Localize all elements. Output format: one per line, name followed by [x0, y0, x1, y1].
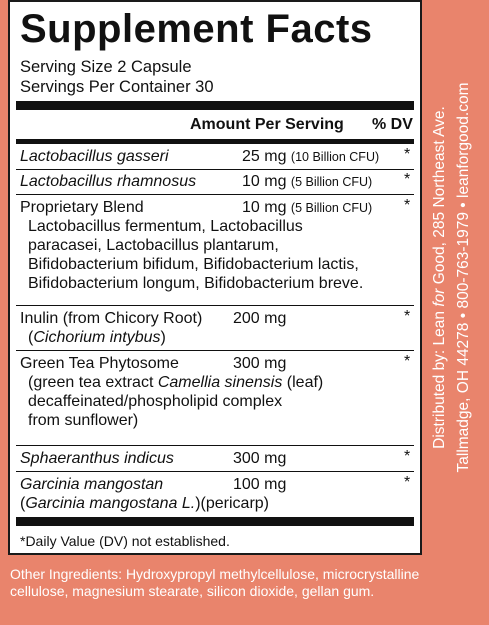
- row-blend-dv: *: [404, 197, 411, 214]
- greentea-detail-line: (green tea extract Camellia sinensis (leaf): [28, 374, 324, 391]
- serving-size: Serving Size 2 Capsule: [20, 58, 192, 76]
- row-inulin-dv: *: [404, 308, 411, 325]
- blend-strain-line: Bifidobacterium longum, Bifidobacterium breve.: [28, 275, 364, 292]
- header-dv: % DV: [372, 116, 413, 133]
- row-rhamnosus-dv: *: [404, 171, 411, 188]
- greentea-detail-line: decaffeinated/phospholipid complex: [28, 393, 283, 410]
- row-sphaeranthus-name: Sphaeranthus indicus: [20, 450, 174, 467]
- row-divider: [16, 350, 414, 351]
- distributor-line-2: Tallmadge, OH 44278 • 800-763-1979 • leanforgood.com: [455, 82, 472, 473]
- row-inulin-sub: (Cichorium intybus): [28, 329, 166, 346]
- row-rhamnosus-amount: 10 mg (5 Billion CFU): [242, 173, 373, 190]
- row-garcinia-dv: *: [404, 474, 411, 491]
- row-gasseri-amount: 25 mg (10 Billion CFU): [242, 148, 380, 165]
- row-divider: [16, 169, 414, 170]
- blend-strain-line: Lactobacillus fermentum, Lactobacillus: [28, 218, 303, 235]
- row-garcinia-name: Garcinia mangostan: [20, 476, 164, 493]
- row-gasseri-dv: *: [404, 146, 411, 163]
- row-blend-name: Proprietary Blend: [20, 199, 144, 216]
- distributor-info: [428, 0, 484, 555]
- blend-strain-line: Bifidobacterium bifidum, Bifidobacterium lactis,: [28, 256, 359, 273]
- header-amount: Amount Per Serving: [190, 116, 344, 133]
- row-divider: [16, 471, 414, 472]
- row-inulin-amount: 200 mg: [233, 310, 287, 327]
- panel-title: Supplement Facts: [20, 7, 373, 51]
- row-blend-amount: 10 mg (5 Billion CFU): [242, 199, 373, 216]
- blend-strain-line: paracasei, Lactobacillus plantarum,: [28, 237, 279, 254]
- greentea-detail-line: from sunflower): [28, 412, 139, 429]
- row-greentea-amount: 300 mg: [233, 355, 287, 372]
- row-rhamnosus-name: Lactobacillus rhamnosus: [20, 173, 197, 190]
- row-divider: [16, 305, 414, 306]
- row-garcinia-sub: (Garcinia mangostana L.)(pericarp): [20, 495, 269, 512]
- row-gasseri-name: Lactobacillus gasseri: [20, 148, 169, 165]
- header-divider: [16, 139, 414, 144]
- supplement-facts-panel: [8, 0, 422, 555]
- other-ingredients: Other Ingredients: Hydroxypropyl methylcellulose, microcrystalline cellulose, magnesium stearate, silicon dioxide, gellan gum.: [10, 566, 420, 599]
- top-thick-divider: [16, 101, 414, 110]
- row-sphaeranthus-amount: 300 mg: [233, 450, 287, 467]
- row-sphaeranthus-dv: *: [404, 448, 411, 465]
- row-inulin-name: Inulin (from Chicory Root): [20, 310, 203, 327]
- daily-value-footnote: *Daily Value (DV) not established.: [20, 533, 230, 549]
- row-greentea-dv: *: [404, 353, 411, 370]
- servings-per-container: Servings Per Container 30: [20, 78, 214, 96]
- bottom-thick-divider: [16, 517, 414, 526]
- row-divider: [16, 445, 414, 446]
- row-divider: [16, 194, 414, 195]
- row-garcinia-amount: 100 mg: [233, 476, 287, 493]
- distributor-line-1: Distributed by: Lean for Good, 285 Northeast Ave.: [431, 106, 448, 449]
- row-greentea-name: Green Tea Phytosome: [20, 355, 179, 372]
